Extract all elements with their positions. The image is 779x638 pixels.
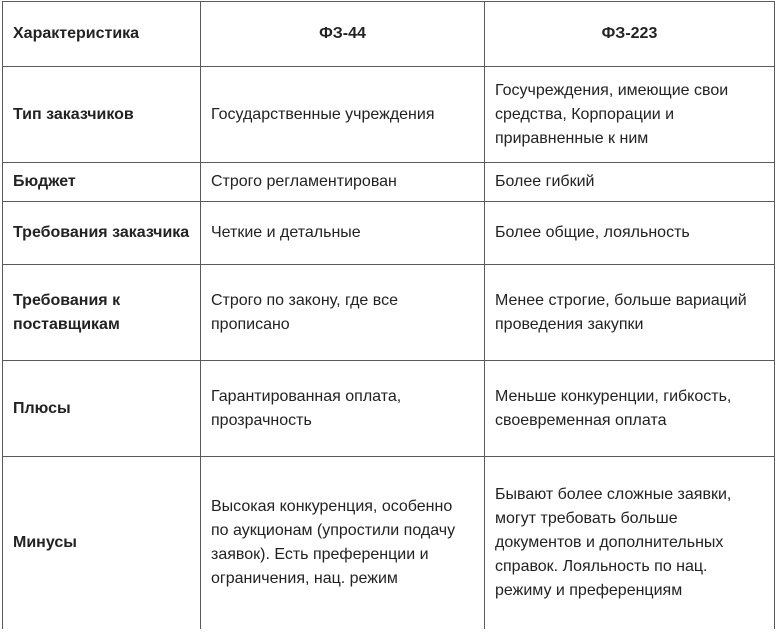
row-fz44-value: Строго по закону, где все прописано	[201, 265, 485, 361]
row-feature: Плюсы	[3, 361, 201, 457]
row-feature: Требования заказчика	[3, 202, 201, 265]
row-fz223-value: Более гибкий	[485, 163, 775, 202]
row-fz223-value: Более общие, лояльность	[485, 202, 775, 265]
header-characteristic: Характеристика	[3, 2, 201, 67]
row-fz223-value: Госучреждения, имеющие свои средства, Корпорации и приравненные к ним	[485, 67, 775, 163]
table-row	[3, 163, 775, 202]
row-fz223-value: Менее строгие, больше вариаций проведения закупки	[485, 265, 775, 361]
header-fz223: ФЗ-223	[485, 2, 775, 67]
row-fz44-value: Строго регламентирован	[201, 163, 485, 202]
comparison-table	[2, 1, 775, 629]
row-fz44-value: Высокая конкуренция, особенно по аукционам (упростили подачу заявок). Есть преференции и ограничения, нац. режим	[201, 457, 485, 629]
table-row	[3, 202, 775, 265]
table-row	[3, 67, 775, 163]
row-fz44-value: Четкие и детальные	[201, 202, 485, 265]
table-row	[3, 361, 775, 457]
row-feature: Требования к поставщикам	[3, 265, 201, 361]
table-row	[3, 265, 775, 361]
table-row	[3, 457, 775, 629]
header-fz44: ФЗ-44	[201, 2, 485, 67]
row-fz223-value: Меньше конкуренции, гибкость, своевременная оплата	[485, 361, 775, 457]
row-feature: Минусы	[3, 457, 201, 629]
row-fz44-value: Государственные учреждения	[201, 67, 485, 163]
row-fz223-value: Бывают более сложные заявки, могут требовать больше документов и дополнительных справок. Лояльность по нац. режиму и преференциям	[485, 457, 775, 629]
header-row	[3, 2, 775, 67]
row-fz44-value: Гарантированная оплата, прозрачность	[201, 361, 485, 457]
row-feature: Бюджет	[3, 163, 201, 202]
row-feature: Тип заказчиков	[3, 67, 201, 163]
